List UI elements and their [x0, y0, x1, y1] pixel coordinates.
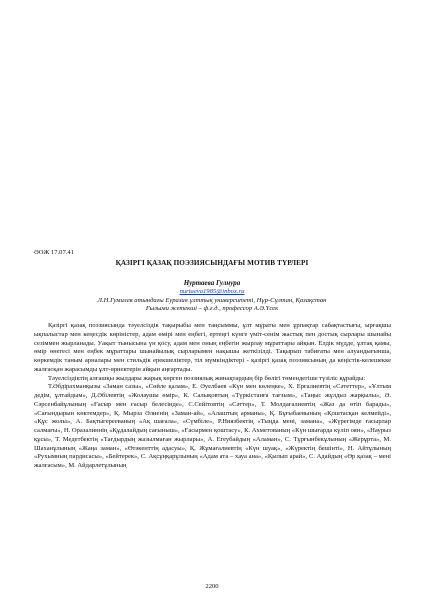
body-paragraph: Қазіргі қазақ поэзиясында тәуелсіздік тақырыбы мен таңсыммы, ұлт мұраты мен ұрпақтар сабақтастығы, ырғақшы ықпалыстар мен кеңесдік көріністер, адам өмірі мен еңбегі, ертеңгі күнге үміт-сенім жастық пен достық сырлары шынайы сезіммен жырланады. Уақыт тынысына үн қосу, адам мен оның еңбегін жырлау мұраттары айқын. Елдік мүдде, ұлтақ қамы, өмір өнегесі мен еңбек мұраттары шынайылық сырларымен нақышы жеткізілді. Тақырып табиғаты мен алуандығынша, көркемдік таным арналары мен стильдік ерекшеліктер, тіл мүмкіндіктері - қазіргі қазақ поэзиясының да кеңістік-келешекке жалғасқан жарасымды ұлт-өрнектерін айқын аңғартады. [34, 322, 391, 373]
author-name: Нуртаева Гулнура [183, 279, 241, 287]
article-body [34, 322, 391, 471]
author-affiliation: Л.Н.Гумилев атындағы Еуразия ұлттық университеті, Нұр-Сұлтан, Қазақстан [97, 297, 327, 304]
udc-code: ӘОЖ 17.07.41 [34, 249, 74, 256]
author-email-link[interactable]: nurtaeva1985@inbox.ru [179, 288, 245, 295]
page-number: 2200 [205, 583, 219, 590]
body-paragraph: Т.Әбдірахманқызы «Заман сазы», «Сөйле қалам», Е. Әуелбаев «Күн мен көлеңке», Х. Ерғалиевтің «Сәтеттер», «Ұлтым дедім, ұлтайдым», Д.Әбілевтің «Жолаушы өмір», К. Салықовтың «Түркістанға тағзым», «Таңыс жұлдыз жарқылы», Ә. Сәрсенбайұлының «Ғасыр мен ғасыр белесінде», С.Сейітовтің «Сәттер», Т. Молдағалиевтің «Жаз да өтіп барады», «Сағындырын көктемдер», Қ. Мырза Әлиенің «Заман-ай», «Алаштың арманы», Қ. Бұғыбаевының «Қоштасқан келмейді», «Құс жолы», А. Бақтыгерееваның «Ақ шағала», «Сүмбіле», Р.Ниязбектің «Тыңда мені, замана», «Жүрегімде ғасырлар салмағы», Н. Оразалиннің «Құдалайдың сағыныш», «Ғасырмен қоштасу», К. Ахметованың «Күн шығарда күліп оян», «Наурыз құсы», Т. Медетбектің «Тағдырдың жазылмаған жырлары», А. Егеубайдың «Аламан», С. Тұрғынбекұлының «Жерұрта», М. Шаханұлының «Жаңа заман», «Өтәкенттің адасуы», Қ. Жұмағалиевтің «Күн шуақ», «Жүректің бешінті», Н. Айтұлының «Рухымның пардисасы», «Бейтерек», С. Ақсұңқарұлының «Адам ата – хауа ана», «Қылып арай», С. Адайдың «Өр қазақ – мені жалғасым», М. Айдарлетұлының [34, 383, 391, 469]
scientific-advisor: Ғылыми жетекші – ф.ғ.д., профессор А.Ә.Үсек [145, 305, 279, 312]
article-title: ҚАЗІРГІ ҚАЗАҚ ПОЭЗИЯСЫНДАҒЫ МОТИВ ТҮРЛЕРІ [115, 259, 309, 267]
body-paragraph: Тәуелсіздіктің алғашқы жылдары жарық көрген поэзиялық жинақтардың бір бөлігі төмендегіше түзіліс құрайды: [48, 374, 366, 382]
